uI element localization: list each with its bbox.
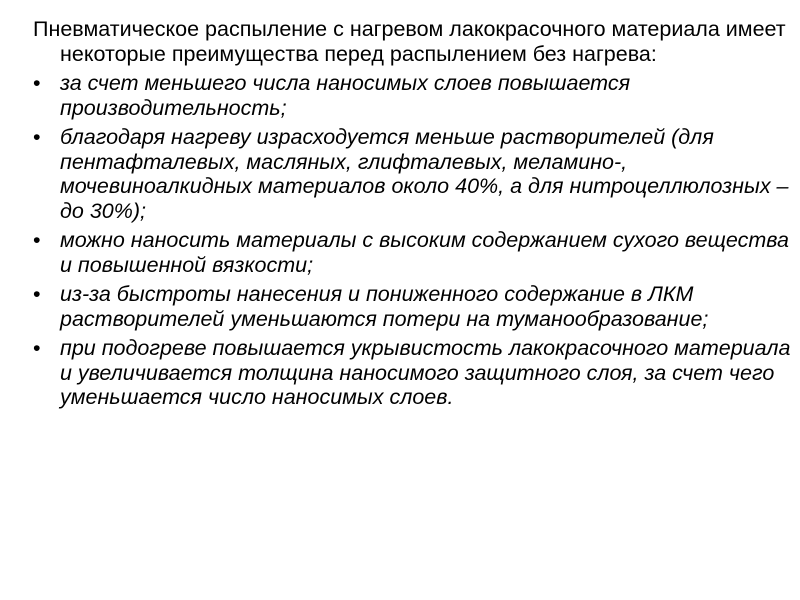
list-item-text: из-за быстроты нанесения и пониженного содержание в ЛКМ растворителей уменьшаются потери на туманообразование;	[60, 282, 709, 331]
bullet-icon: •	[33, 336, 41, 360]
list-item	[33, 282, 793, 331]
bullet-icon: •	[33, 228, 41, 252]
list-item	[33, 125, 793, 223]
list-item	[33, 71, 793, 120]
bullet-icon: •	[33, 125, 41, 149]
advantages-list	[33, 71, 793, 410]
bullet-icon: •	[33, 282, 41, 306]
list-item-text: при подогреве повышается укрывистость лакокрасочного материала и увеличивается толщина наносимого защитного слоя, за счет чего уменьшается число наносимых слоев.	[60, 336, 791, 409]
list-item-text: можно наносить материалы с высоким содержанием сухого вещества и повышенной вязкости;	[60, 228, 789, 277]
intro-paragraph: Пневматическое распыление с нагревом лакокрасочного материала имеет некоторые преимущества перед распылением без нагрева:	[33, 17, 786, 66]
slide-content	[33, 17, 793, 415]
list-item	[33, 228, 793, 277]
list-item-text: за счет меньшего числа наносимых слоев повышается производительность;	[60, 71, 631, 120]
list-item	[33, 336, 793, 410]
list-item-text: благодаря нагреву израсходуется меньше растворителей (для пентафталевых, масляных, глифталевых, меламино-, мочевиноалкидных материалов около 40%, а для нитроцеллюлозных – до 30%);	[60, 125, 789, 223]
bullet-icon: •	[33, 71, 41, 95]
